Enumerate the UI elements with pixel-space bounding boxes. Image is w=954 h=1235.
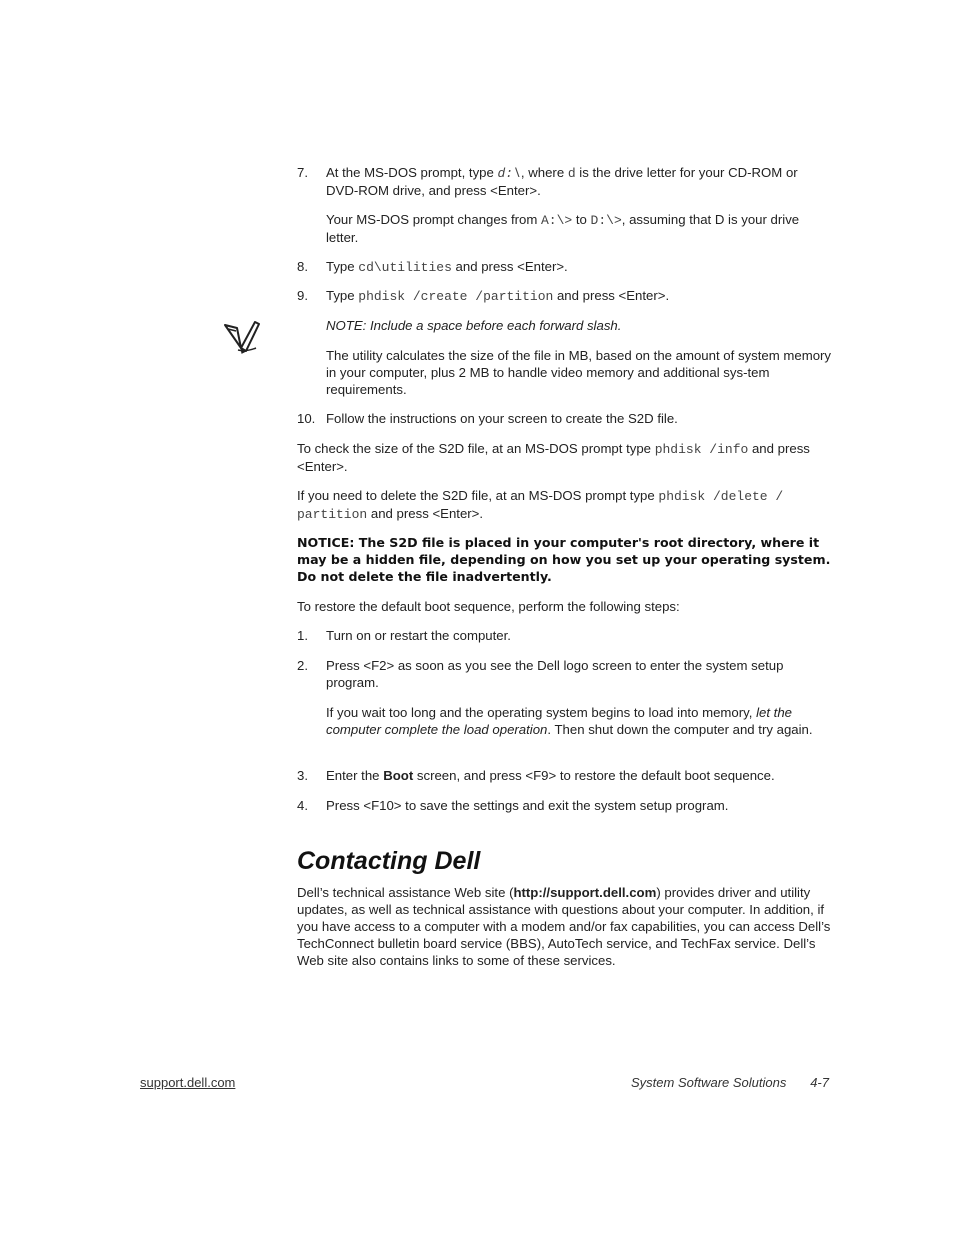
footer-section: System Software Solutions <box>631 1075 787 1090</box>
restore-step-4-text: Press <F10> to save the settings and exit the system setup program. <box>326 798 729 813</box>
section-title: Contacting Dell <box>297 847 481 875</box>
prompt-change-text: Your MS-DOS prompt changes from A:\> to D:\>, assuming that D is your drive letter. <box>326 212 800 245</box>
contact-paragraph: Dell’s technical assistance Web site (http://support.dell.com) provides driver and utility updates, as well as technical assistance with questions about your computer. In addition, if you have access to a computer with a modem and/or fax capabilities, you can access Dell’s TechConnect bulletin board service (BBS), AutoTech service, and TechFax service. Dell’s Web site also contains links to some of these services. <box>297 885 831 968</box>
pencil-note-icon <box>222 318 262 354</box>
footer-link[interactable]: support.dell.com <box>140 1075 236 1090</box>
notice-paragraph: NOTICE: The S2D file is placed in your computer's root directory, where it may be a hidden file, depending on how you set up your operating system. Do not delete the file inadvertently. <box>297 535 831 584</box>
step-10-number: 10. <box>297 411 316 426</box>
restore-step-3-number: 3. <box>297 768 308 783</box>
restore-step-4-number: 4. <box>297 798 308 813</box>
restore-step-3-text: Enter the Boot screen, and press <F9> to restore the default boot sequence. <box>326 768 775 783</box>
step-9-number: 9. <box>297 288 308 303</box>
restore-step-1-text: Turn on or restart the computer. <box>326 628 511 643</box>
step-10-text: Follow the instructions on your screen to create the S2D file. <box>326 411 678 426</box>
step-7-text: At the MS-DOS prompt, type d:\, where d is the drive letter for your CD-ROM or DVD-ROM drive, and press <Enter>. <box>326 165 798 198</box>
delete-file-paragraph: If you need to delete the S2D file, at an MS-DOS prompt type phdisk /delete / partition and press <Enter>. <box>297 488 784 522</box>
page-number: 4-7 <box>810 1075 829 1090</box>
check-size-paragraph: To check the size of the S2D file, at an MS-DOS prompt type phdisk /info and press <Enter>. <box>297 441 810 474</box>
wait-paragraph: If you wait too long and the operating system begins to load into memory, let the computer complete the load operation. Then shut down the computer and try again. <box>326 705 813 737</box>
note-text: NOTE: Include a space before each forward slash. <box>326 318 622 333</box>
step-8-text: Type cd\utilities and press <Enter>. <box>326 259 568 275</box>
restore-step-1-number: 1. <box>297 628 308 643</box>
restore-intro: To restore the default boot sequence, perform the following steps: <box>297 599 680 614</box>
step-7-number: 7. <box>297 165 308 180</box>
step-9-text: Type phdisk /create /partition and press <Enter>. <box>326 288 670 304</box>
footer-right <box>631 1074 829 1091</box>
step-8-number: 8. <box>297 259 308 274</box>
restore-step-2-text: Press <F2> as soon as you see the Dell logo screen to enter the system setup program. <box>326 658 784 690</box>
utility-paragraph: The utility calculates the size of the file in MB, based on the amount of system memory in your computer, plus 2 MB to handle video memory and additional sys-tem requirements. <box>326 348 832 397</box>
restore-step-2-number: 2. <box>297 658 308 673</box>
